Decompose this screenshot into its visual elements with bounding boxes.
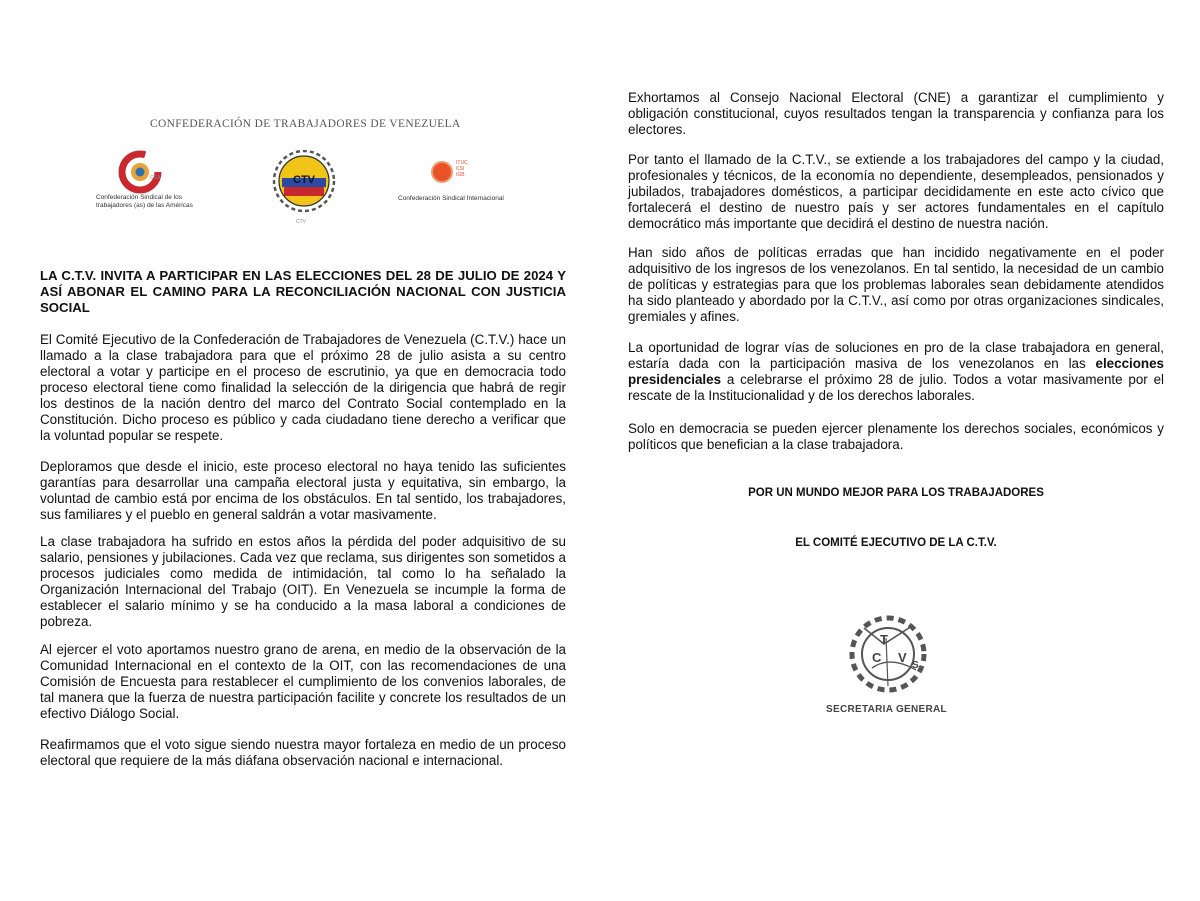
paragraph: Solo en democracia se pueden ejercer plenamente los derechos sociales, económicos y políticos que benefician a la clase trabajadora. bbox=[628, 421, 1164, 452]
right-paragraph-1 bbox=[628, 90, 1164, 138]
paragraph: Deploramos que desde el inicio, este proceso electoral no haya tenido las suficientes garantías para desarrollar una campaña electoral justa y equitativa, sin embargo, la voluntad de cambio está por encima de los obstáculos. En tal sentido, los trabajadores, sus familiares y el pueblo en general saldrán a votar masivamente. bbox=[40, 459, 566, 522]
left-paragraph-4 bbox=[40, 642, 566, 722]
paragraph bbox=[628, 340, 1164, 404]
closing-signature: EL COMITÉ EJECUTIVO DE LA C.T.V. bbox=[795, 537, 997, 549]
paragraph: Han sido años de políticas erradas que han incidido negativamente en el poder adquisitivo de los ingresos de los venezolanos. En tal sentido, la necesidad de un cambio de políticas y estrategias para que los problemas laborales sean debidamente atendidos ha sido planteado y abordado por la C.T.V., así como por otras organizaciones sindicales, gremiales y afines. bbox=[628, 245, 1164, 324]
seal-letter-v: V bbox=[898, 650, 907, 665]
svg-text:CTV: CTV bbox=[293, 174, 315, 186]
right-paragraph-4 bbox=[628, 340, 1164, 404]
csa-caption-1: Confederación Sindical de los bbox=[96, 194, 182, 201]
closing-slogan: POR UN MUNDO MEJOR PARA LOS TRABAJADORES bbox=[748, 487, 1044, 499]
paragraph: El Comité Ejecutivo de la Confederación de Trabajadores de Venezuela (C.T.V.) hace un llamado a la clase trabajadora para que el próximo 28 de julio asista a su centro electoral a votar y participe en el proceso de escrutinio, ya que en democracia todo proceso electoral tiene como finalidad la selección de la dirigencia que habrá de regir los destinos de la nación dentro del marco del Contrato Social contemplado en la Constitución. Dicho proceso es público y cada ciudadano tiene derecho a verificar que la voluntad popular se respete. bbox=[40, 332, 566, 443]
paragraph: Reafirmamos que el voto sigue siendo nuestra mayor fortaleza en medio de un proceso electoral que requiere de la más diáfana observación nacional e internacional. bbox=[40, 737, 566, 768]
right-paragraph-5 bbox=[628, 421, 1164, 453]
svg-text:S: S bbox=[912, 660, 919, 671]
csa-mark: CSA bbox=[150, 175, 161, 181]
headline: LA C.T.V. INVITA A PARTICIPAR EN LAS ELECCIONES DEL 28 DE JULIO DE 2024 Y ASÍ ABONAR EL CAMINO PARA LA RECONCILIACIÓN NACIONAL CON JUSTICIA SOCIAL bbox=[40, 268, 566, 315]
seal-letter-c: C bbox=[872, 650, 882, 665]
org-name: CONFEDERACIÓN DE TRABAJADORES DE VENEZUELA bbox=[150, 118, 461, 130]
left-paragraph-5 bbox=[40, 737, 566, 769]
csa-caption-2: trabajadores (as) de las Américas bbox=[96, 202, 193, 209]
p7-after: a celebrarse el próximo 28 de julio. Todos a votar masivamente por el rescate de la Institucionalidad y de los derechos laborales. bbox=[628, 372, 1164, 403]
left-paragraph-3 bbox=[40, 534, 566, 630]
seal-letter-t: T bbox=[880, 632, 888, 647]
seal-caption: SECRETARIA GENERAL bbox=[826, 704, 947, 715]
ctv-mark: CTV bbox=[296, 219, 306, 225]
right-paragraph-3 bbox=[628, 245, 1164, 325]
paragraph: Exhortamos al Consejo Nacional Electoral (CNE) a garantizar el cumplimiento y obligación constitucional, cuyos resultados tengan la transparencia y confianza para los electores. bbox=[628, 90, 1164, 137]
left-paragraph-1 bbox=[40, 332, 566, 444]
paragraph: Por tanto el llamado de la C.T.V., se extiende a los trabajadores del campo y la ciudad, profesionales y técnicos, de la economía no dependiente, desempleados, pensionados y jubilados, trabajadores domésticos, a participar decididamente en este acto cívico que fortalecerá el destino de nuestro país y ser actores fundamentales en el capítulo democrático más importante que decidirá el destino de nuestra nación. bbox=[628, 152, 1164, 231]
ctv-gear-seal-icon bbox=[826, 598, 966, 706]
csa-logo-icon bbox=[118, 150, 168, 194]
ctv-emblem-icon bbox=[268, 150, 340, 216]
csi-caption: Confederación Sindical Internacional bbox=[398, 195, 504, 202]
paragraph: La clase trabajadora ha sufrido en estos años la pérdida del poder adquisitivo de su salario, pensiones y jubilaciones. Cada vez que reclama, sus dirigentes son sometidos a procesos judiciales como medida de intimidación, tal como lo ha señalado la Organización Internacional del Trabajo (OIT). En Venezuela se incumple la forma de establecer el salario mínimo y se ha conducido a la masa laboral a condiciones de pobreza. bbox=[40, 534, 566, 629]
left-paragraph-2 bbox=[40, 459, 566, 523]
csi-mark: ITUC CSI IGB bbox=[456, 160, 468, 178]
p7-bold: elecciones presidenciales bbox=[628, 356, 1164, 387]
paragraph: Al ejercer el voto aportamos nuestro grano de arena, en medio de la observación de la Comunidad Internacional en el contexto de la OIT, con las recomendaciones de una Comisión de Encuesta para restablecer el cumplimiento de los convenios laborales, de tal manera que la fuerza de nuestra participación facilite y concrete los resultados de un efectivo Diálogo Social. bbox=[40, 642, 566, 721]
p7-before: La oportunidad de lograr vías de soluciones en pro de la clase trabajadora en general, estaría dada con la participación masiva de los venezolanos en las bbox=[628, 340, 1164, 371]
right-paragraph-2 bbox=[628, 152, 1164, 232]
